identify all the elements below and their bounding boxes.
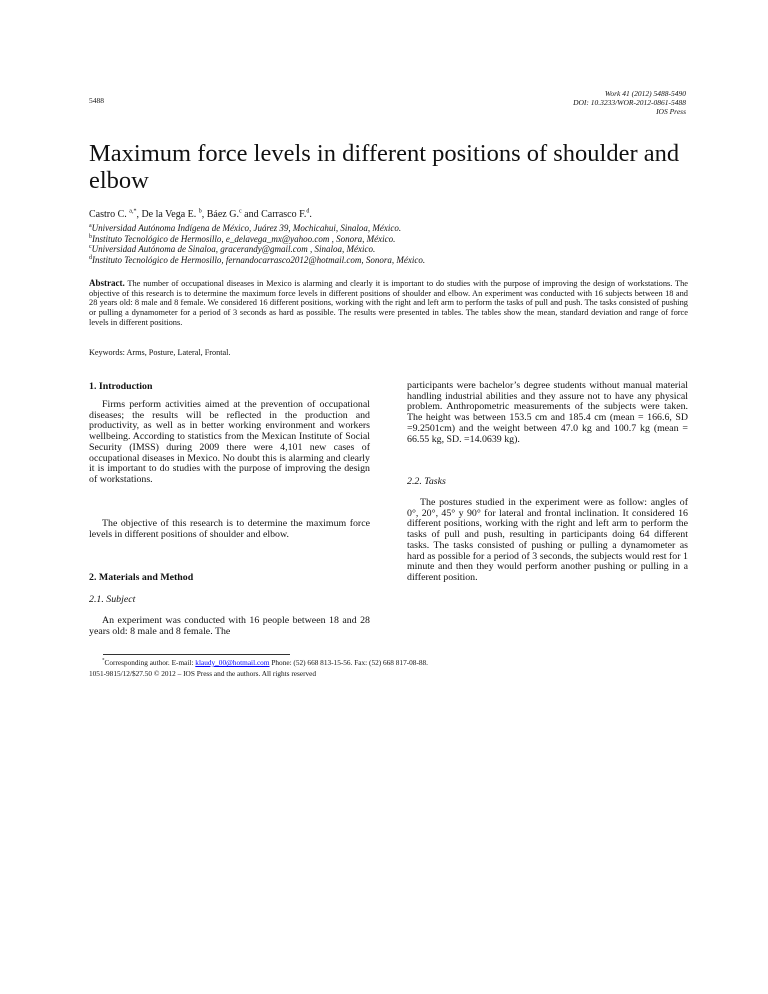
aff-text: Universidad Autónoma de Sinaloa, gracerandy@gmail.com , Sinaloa, México. (91, 244, 376, 254)
copyright: 1051-9815/12/$27.50 © 2012 – IOS Press and the authors. All rights reserved (89, 668, 317, 678)
paragraph: The postures studied in the experiment were as follow: angles of 0°, 20°, 45° y 90° for lateral and frontal inclination. It considered 16 different positions, working with the right and left arm to perform the tasks of pull and push, resulting in participants doing 64 different tasks. The tasks consisted of pushing or pulling a dynamometer as hard as possible for a period of 3 seconds, the subjects would rest for 1 minute and then they would perform another pushing or pulling in a different position. (407, 497, 688, 583)
author-sup: b (198, 208, 202, 215)
footnote-prefix: Corresponding author. E-mail: (104, 658, 196, 667)
journal-citation: Work 41 (2012) 5488-5490 (604, 89, 686, 98)
authors-end: . (309, 209, 312, 220)
subsection-heading: 2.2. Tasks (407, 476, 446, 487)
subsection-heading: 2.1. Subject (89, 594, 136, 605)
section-heading: 1. Introduction (89, 381, 153, 392)
aff-sup: a (89, 223, 92, 229)
paragraph: An experiment was conducted with 16 people between 18 and 28 years old: 8 male and 8 female. The (89, 615, 370, 637)
authors (89, 209, 312, 221)
abstract-label: Abstract. (89, 278, 125, 288)
affiliation (89, 244, 425, 255)
author-sup: d (306, 208, 310, 215)
affiliation (89, 255, 425, 266)
affiliation (89, 234, 425, 245)
page-number: 5488 (89, 96, 104, 105)
author-sup: c (238, 208, 242, 215)
doi: DOI: 10.3233/WOR-2012-0861-5488 (573, 98, 686, 107)
journal-info (480, 89, 686, 116)
aff-text: Universidad Autónoma Indígena de México, Juárez 39, Mochicahui, Sinaloa, México. (91, 223, 402, 233)
abstract-text: The number of occupational diseases in Mexico is alarming and clearly it is important to do studies with the purpose of improving the design of workstations. The objective of this research is to determine the maximum force levels in different positions of shoulder and elbow. An experiment was conducted with 16 subjects between 18 and 28 years old: 8 male and 8 female. We considered 16 different positions, working with the right and left arm to perform the tasks of pull and push. The tasks consisted of pushing or pulling a dynamometer for a period of 3 seconds as hard as possible. The results were presented in tables. The tables show the mean, standard deviation and range of force levels in different positions. (89, 279, 688, 327)
author: Castro C. (89, 209, 130, 220)
publisher: IOS Press (656, 107, 686, 116)
abstract (89, 279, 688, 328)
aff-text: Instituto Tecnológico de Hermosillo, fernandocarrasco2012@hotmail.com, Sonora, México. (92, 254, 426, 265)
aff-sup: b (89, 233, 92, 240)
aff-sup: c (89, 244, 92, 250)
affiliations (89, 223, 425, 265)
aff-sup: d (89, 254, 92, 261)
footnote-sup: * (102, 658, 105, 664)
footnote (89, 658, 428, 679)
section-heading: 2. Materials and Method (89, 572, 194, 583)
author: , Báez G. (201, 209, 239, 220)
keywords: Keywords: Arms, Posture, Lateral, Frontal. (89, 348, 231, 357)
paragraph: participants were bachelor’s degree students without manual material handling industrial abilities and they assure not to have any physical problem. Anthropometric measurements of the subjects were taken. The height was between 153.5 cm and 185.4 cm (mean = 166.6, SD =9.2501cm) and the weight between 47.0 kg and 100.7 kg (mean = 66.55 kg, SD. =14.0639 kg). (407, 380, 688, 445)
author: , De la Vega E. (136, 209, 199, 220)
author-sup: a,* (129, 208, 137, 215)
affiliation (89, 223, 425, 234)
paper-title: Maximum force levels in different positions of shoulder and elbow (89, 140, 680, 194)
author: and Carrasco F. (241, 209, 307, 220)
paragraph: Firms perform activities aimed at the prevention of occupational diseases; the results will be reflected in the production and productivity, as well as in better working environment and workers wellbeing. According to statistics from the Mexican Institute of Social Security (IMSS) during 2009 there were 4,101 new cases of occupational diseases in Mexico. No doubt this is alarming and clearly it is important to do studies with the purpose of improving the design of workstations. (89, 399, 370, 485)
footnote-suffix: Phone: (52) 668 813-15-56. Fax: (52) 668 817-08-88. (269, 658, 429, 667)
email-link[interactable]: klaudy_00@hotmail.com (195, 658, 270, 667)
paragraph: The objective of this research is to determine the maximum force levels in different positions of shoulder and elbow. (89, 518, 370, 540)
footnote-rule (103, 654, 290, 655)
aff-text: Instituto Tecnológico de Hermosillo, e_delavega_mx@yahoo.com , Sonora, México. (92, 233, 396, 244)
